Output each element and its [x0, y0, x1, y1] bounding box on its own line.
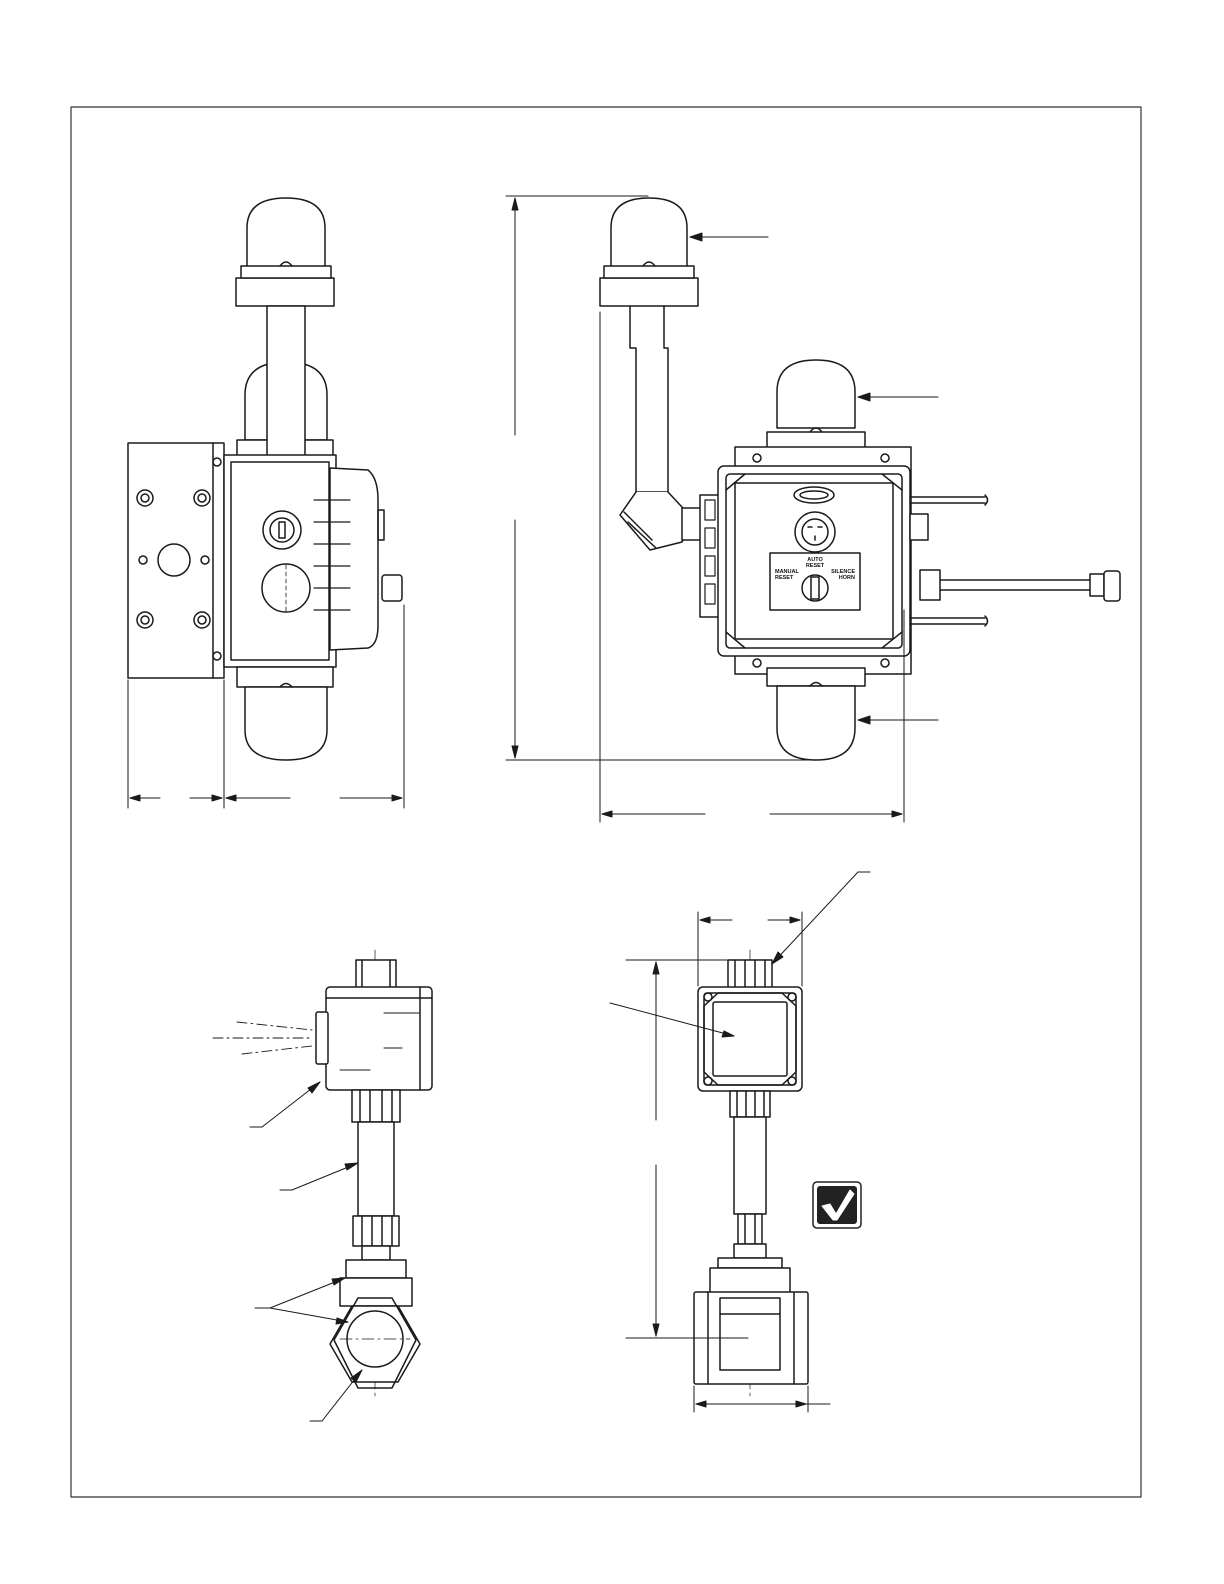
label-manual-reset-line1: MANUAL — [775, 569, 799, 575]
label-silence-horn-line1: SILENCE — [831, 569, 855, 575]
label-auto-reset-line2: RESET — [805, 563, 825, 569]
label-auto-reset-line1: AUTO — [807, 557, 823, 563]
side-view-alarm-unit — [128, 198, 404, 808]
label-manual-reset-line2: RESET — [775, 575, 794, 581]
drawing-frame — [71, 107, 1141, 1497]
sensor-side-view — [213, 950, 432, 1421]
front-view-alarm-unit — [506, 196, 1120, 822]
checkmark-icon — [813, 1182, 861, 1228]
label-silence-horn-line2: HORN — [838, 575, 855, 581]
sensor-front-view — [610, 872, 870, 1412]
